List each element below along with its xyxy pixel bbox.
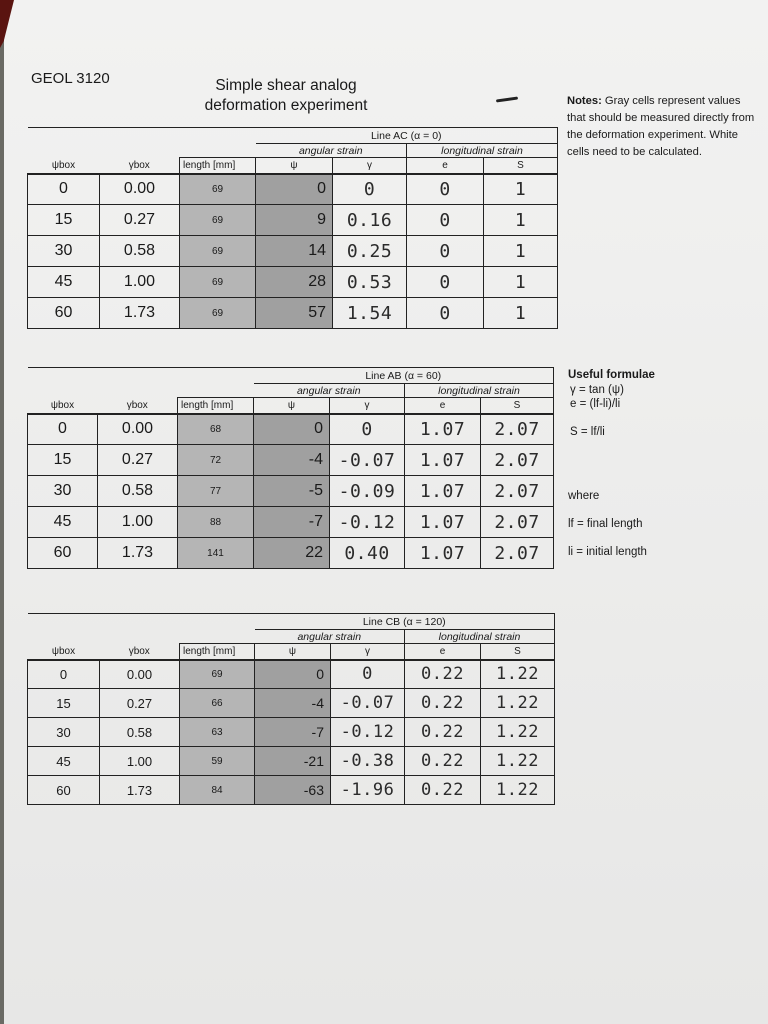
cell-s: 1.22 (481, 776, 555, 805)
cell-psi-box: 45 (28, 267, 100, 298)
notes-label: Notes: (567, 95, 602, 107)
formulae-heading: Useful formulae (568, 369, 655, 381)
cell-gamma: 0 (331, 660, 405, 689)
col-length: length [mm] (180, 158, 256, 174)
cell-length: 66 (180, 689, 255, 718)
table-line-ab (27, 367, 554, 569)
cell-gamma-box: 0.58 (100, 718, 180, 747)
table-row (28, 689, 555, 718)
cell-psi: 57 (256, 298, 333, 329)
cell-e: 0.22 (405, 776, 481, 805)
cell-psi-box: 15 (28, 205, 100, 236)
cell-e: 1.07 (405, 476, 481, 507)
col-s: S (484, 158, 558, 174)
table-title: Line AC (α = 0) (256, 128, 558, 144)
cell-e: 0.22 (405, 689, 481, 718)
cell-psi-box: 45 (28, 747, 100, 776)
cell-e: 1.07 (405, 538, 481, 569)
cell-psi: -4 (255, 689, 331, 718)
cell-gamma: 0.25 (333, 236, 407, 267)
page-title (180, 76, 392, 116)
table-body (28, 660, 555, 805)
table-line-ac (27, 127, 558, 329)
cell-length: 77 (178, 476, 254, 507)
cell-psi-box: 30 (28, 718, 100, 747)
cell-length: 69 (180, 267, 256, 298)
cell-psi: -63 (255, 776, 331, 805)
table-row (28, 236, 558, 267)
cell-gamma: 1.54 (333, 298, 407, 329)
cell-psi: -21 (255, 747, 331, 776)
cell-gamma-box: 0.27 (100, 205, 180, 236)
cell-psi-box: 30 (28, 476, 98, 507)
cell-length: 69 (180, 174, 256, 205)
table-row (28, 776, 555, 805)
table-row (28, 414, 554, 445)
col-e: e (405, 644, 481, 660)
cell-psi: 0 (254, 414, 330, 445)
cell-length: 141 (178, 538, 254, 569)
longitudinal-strain-header: longitudinal strain (405, 630, 555, 644)
longitudinal-strain-header: longitudinal strain (405, 384, 554, 398)
course-code: GEOL 3120 (31, 70, 110, 87)
cell-psi-box: 45 (28, 507, 98, 538)
cell-gamma-box: 1.73 (98, 538, 178, 569)
col-e: e (407, 158, 484, 174)
col-s: S (481, 398, 554, 414)
cell-length: 72 (178, 445, 254, 476)
table-row (28, 298, 558, 329)
cell-gamma-box: 0.00 (100, 174, 180, 205)
cell-gamma: 0 (330, 414, 405, 445)
cell-gamma: -0.07 (330, 445, 405, 476)
cell-s: 2.07 (481, 476, 554, 507)
cell-gamma-box: 1.73 (100, 776, 180, 805)
col-psi-box: ψbox (28, 644, 100, 660)
cell-gamma: 0.16 (333, 205, 407, 236)
cell-psi-box: 30 (28, 236, 100, 267)
col-gamma-box: γbox (100, 644, 180, 660)
cell-gamma: -0.07 (331, 689, 405, 718)
cell-gamma-box: 0.00 (98, 414, 178, 445)
cell-length: 69 (180, 660, 255, 689)
cell-psi-box: 15 (28, 689, 100, 718)
cell-psi: -7 (254, 507, 330, 538)
formula-s: S = lf/li (570, 426, 605, 438)
cell-s: 1 (484, 298, 558, 329)
cell-gamma-box: 0.58 (98, 476, 178, 507)
cell-e: 0 (407, 267, 484, 298)
cell-gamma-box: 0.27 (98, 445, 178, 476)
table-row (28, 660, 555, 689)
cell-psi: 28 (256, 267, 333, 298)
table-title: Line AB (α = 60) (254, 368, 554, 384)
cell-gamma-box: 1.73 (100, 298, 180, 329)
table-row (28, 476, 554, 507)
cell-psi: -5 (254, 476, 330, 507)
cell-psi-box: 15 (28, 445, 98, 476)
cell-e: 0 (407, 174, 484, 205)
cell-gamma: -0.12 (330, 507, 405, 538)
col-e: e (405, 398, 481, 414)
notes-text: Gray cells represent values that should be measured directly from the deformation experiment. White cells need to be calculated. (567, 95, 755, 158)
cell-e: 0 (407, 298, 484, 329)
cell-s: 1.22 (481, 718, 555, 747)
cell-length: 69 (180, 236, 256, 267)
cell-psi-box: 0 (28, 414, 98, 445)
col-gamma: γ (333, 158, 407, 174)
table-row (28, 445, 554, 476)
angular-strain-header: angular strain (254, 384, 405, 398)
notes-box (567, 93, 757, 161)
cell-gamma-box: 1.00 (100, 267, 180, 298)
cell-s: 1 (484, 205, 558, 236)
cell-e: 0 (407, 205, 484, 236)
cell-e: 0.22 (405, 747, 481, 776)
cell-gamma-box: 0.27 (100, 689, 180, 718)
cell-s: 2.07 (481, 414, 554, 445)
cell-psi: 9 (256, 205, 333, 236)
cell-length: 69 (180, 298, 256, 329)
cell-psi: -4 (254, 445, 330, 476)
cell-e: 0.22 (405, 718, 481, 747)
col-psi-box: ψbox (28, 398, 98, 414)
angular-strain-header: angular strain (255, 630, 405, 644)
cell-gamma: -0.12 (331, 718, 405, 747)
cell-length: 69 (180, 205, 256, 236)
cell-psi: 22 (254, 538, 330, 569)
col-gamma-box: γbox (98, 398, 178, 414)
cell-length: 84 (180, 776, 255, 805)
col-psi-box: ψbox (28, 158, 100, 174)
formula-where: where (568, 490, 600, 502)
cell-length: 88 (178, 507, 254, 538)
cell-gamma: 0.40 (330, 538, 405, 569)
formula-e: e = (lf-li)/li (570, 398, 621, 410)
cell-s: 1.22 (481, 689, 555, 718)
formulae-box (568, 368, 655, 559)
cell-e: 1.07 (405, 507, 481, 538)
cell-psi: 14 (256, 236, 333, 267)
cell-psi-box: 60 (28, 298, 100, 329)
cell-gamma: 0 (333, 174, 407, 205)
formula-li: li = initial length (568, 546, 647, 558)
cell-s: 2.07 (481, 445, 554, 476)
cell-s: 1.22 (481, 660, 555, 689)
cell-gamma-box: 0.00 (100, 660, 180, 689)
cell-e: 1.07 (405, 445, 481, 476)
angular-strain-header: angular strain (256, 144, 407, 158)
table-body (28, 414, 554, 569)
cell-s: 1 (484, 236, 558, 267)
cell-psi-box: 0 (28, 660, 100, 689)
table-row (28, 205, 558, 236)
longitudinal-strain-header: longitudinal strain (407, 144, 558, 158)
title-line-2: deformation experiment (204, 97, 368, 114)
cell-gamma: -1.96 (331, 776, 405, 805)
cell-psi-box: 60 (28, 776, 100, 805)
cell-e: 1.07 (405, 414, 481, 445)
cell-s: 1 (484, 174, 558, 205)
col-gamma-box: γbox (100, 158, 180, 174)
cell-gamma-box: 1.00 (98, 507, 178, 538)
cell-s: 2.07 (481, 507, 554, 538)
formula-gamma: γ = tan (ψ) (570, 384, 624, 396)
col-psi: ψ (254, 398, 330, 414)
cell-gamma-box: 1.00 (100, 747, 180, 776)
cell-psi: 0 (255, 660, 331, 689)
cell-s: 1.22 (481, 747, 555, 776)
col-s: S (481, 644, 555, 660)
col-length: length [mm] (178, 398, 254, 414)
table-row (28, 174, 558, 205)
formula-lf: lf = final length (568, 518, 643, 530)
table-row (28, 507, 554, 538)
cell-length: 68 (178, 414, 254, 445)
col-psi: ψ (255, 644, 331, 660)
col-gamma: γ (330, 398, 405, 414)
table-row (28, 267, 558, 298)
cell-gamma: -0.38 (331, 747, 405, 776)
col-psi: ψ (256, 158, 333, 174)
col-length: length [mm] (180, 644, 255, 660)
cell-length: 63 (180, 718, 255, 747)
cell-gamma: -0.09 (330, 476, 405, 507)
cell-psi: 0 (256, 174, 333, 205)
cell-psi-box: 0 (28, 174, 100, 205)
table-row (28, 538, 554, 569)
cell-gamma: 0.53 (333, 267, 407, 298)
cell-e: 0 (407, 236, 484, 267)
title-line-1: Simple shear analog (215, 77, 357, 94)
cell-gamma-box: 0.58 (100, 236, 180, 267)
cell-length: 59 (180, 747, 255, 776)
table-body (28, 174, 558, 329)
table-line-cb (27, 613, 555, 805)
table-row (28, 718, 555, 747)
table-row (28, 747, 555, 776)
cell-psi: -7 (255, 718, 331, 747)
col-gamma: γ (331, 644, 405, 660)
cell-s: 1 (484, 267, 558, 298)
cell-psi-box: 60 (28, 538, 98, 569)
table-title: Line CB (α = 120) (255, 614, 555, 630)
cell-s: 2.07 (481, 538, 554, 569)
cell-e: 0.22 (405, 660, 481, 689)
